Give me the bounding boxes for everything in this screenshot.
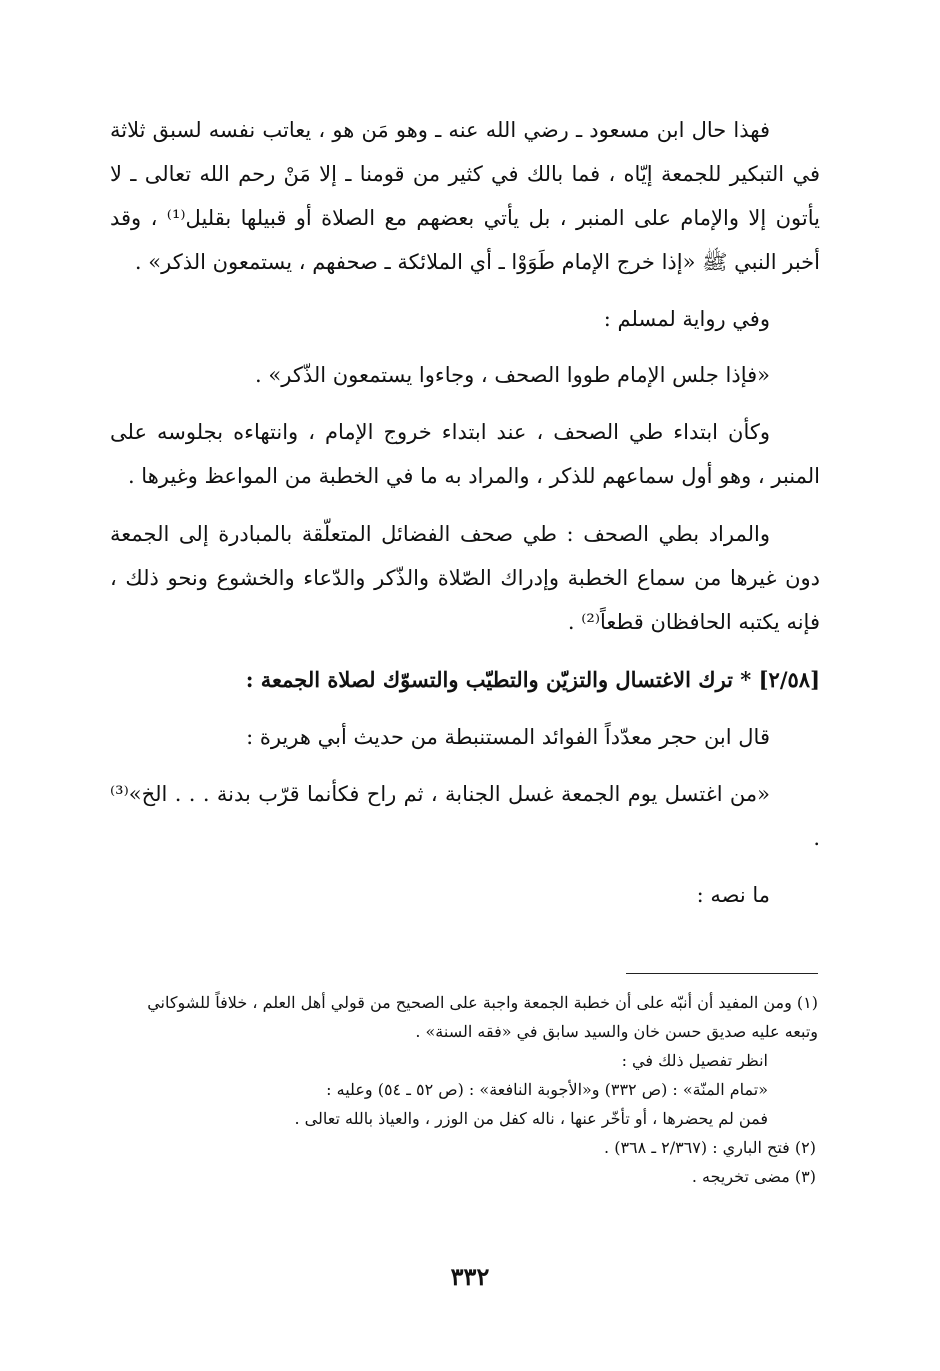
paragraph-6: قال ابن حجر معدّداً الفوائد المستنبطة من حديث أبي هريرة : xyxy=(246,725,770,749)
footnote-2: (٢) فتح الباري : (٢/٣٦٧ ـ ٣٦٨) . xyxy=(604,1138,816,1157)
paragraph-1: فهذا حال ابن مسعود ـ رضي الله عنه ـ وهو مَن هو ، يعاتب نفسه لسبق ثلاثة في التبكير للجمعة إيّاه ، فما بالك في كثير من قومنا ـ إلا مَنْ رحم الله تعالى ـ لا يأتون إلا والإمام على المنبر ، بل يأتي بعضهم مع الصلاة أو قبيلها بقليل⁽¹⁾ ، وقد أخبر النبي ﷺ «إذا خرج الإمام طَوَوْا ـ أي الملائكة ـ صحفهم ، يستمعون الذكر» . xyxy=(110,118,820,274)
paragraph-3-quote: «فإذا جلس الإمام طووا الصحف ، وجاءوا يستمعون الذّكر» . xyxy=(255,363,770,387)
footnote-1-ref-intro: انظر تفصيل ذلك في : xyxy=(621,1051,768,1070)
paragraph-7-hadith: «من اغتسل يوم الجمعة غسل الجنابة ، ثم راح فكأنما قرّب بدنة . . . الخ»⁽³⁾ . xyxy=(110,782,820,850)
section-heading: [٢/٥٨] * ترك الاغتسال والتزيّن والتطيّب والتسوّك لصلاة الجمعة : xyxy=(245,667,820,692)
paragraph-5: والمراد بطي الصحف : طي صحف الفضائل المتعلّقة بالمبادرة إلى الجمعة دون غيرها من سماع الخطبة وإدراك الصّلاة والذّكر والدّعاء والخشوع ونحو ذلك ، فإنه يكتبه الحافظان قطعاً⁽²⁾ . xyxy=(110,522,820,634)
footnotes xyxy=(118,988,818,1191)
footnote-separator xyxy=(626,973,818,974)
footnote-1-refs: «تمام المنّة» : (ص ٣٣٢) و«الأجوبة النافعة» : (ص ٥٢ ـ ٥٤) وعليه : xyxy=(326,1080,768,1099)
main-text xyxy=(110,108,820,930)
paragraph-2: وفي رواية لمسلم : xyxy=(603,307,770,331)
footnote-1: (١) ومن المفيد أن أنبّه على أن خطبة الجمعة واجبة على الصحيح من قولي أهل العلم ، خلافاً للشوكاني وتبعه عليه صديق حسن خان والسيد سابق في «فقه السنة» . xyxy=(147,993,818,1041)
paragraph-8: ما نصه : xyxy=(696,883,770,907)
footnote-3: (٣) مضى تخريجه . xyxy=(691,1167,816,1186)
page-number: ٣٣٢ xyxy=(450,1262,490,1291)
footnote-1-conclusion: فمن لم يحضرها ، أو تأخّر عنها ، ناله كفل من الوزر ، والعياذ بالله تعالى . xyxy=(294,1109,768,1128)
paragraph-4: وكأن ابتداء طي الصحف ، عند ابتداء خروج الإمام ، وانتهاءه بجلوسه على المنبر ، وهو أول سماعهم للذكر ، والمراد به ما في الخطبة من المواعظ وغيرها . xyxy=(110,420,820,488)
